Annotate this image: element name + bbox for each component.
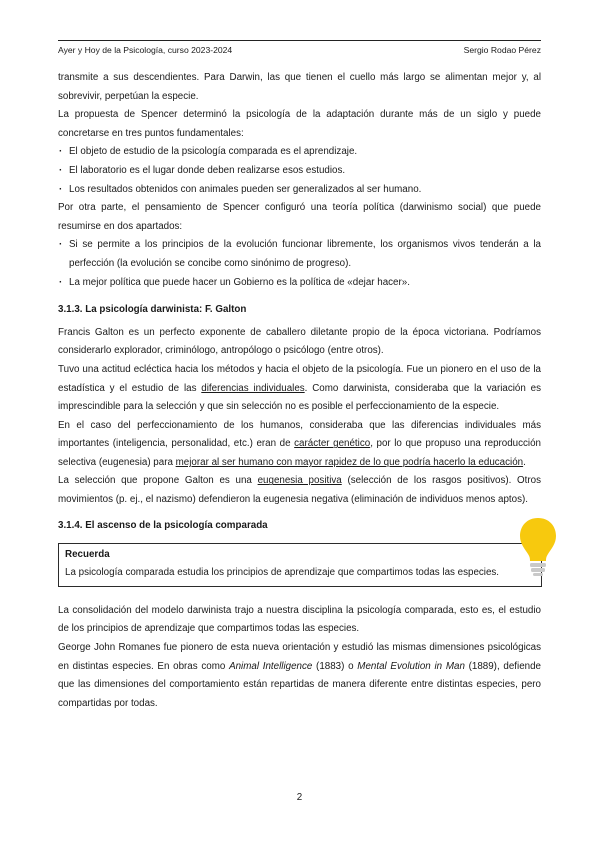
page-body <box>58 69 541 713</box>
bulb-base <box>530 563 546 567</box>
paragraph <box>58 361 541 417</box>
paragraph: Por otra parte, el pensamiento de Spencer configuró una teoría política (darwinismo social) que puede resumirse en dos apartados: <box>58 202 541 232</box>
book-title: Mental Evolution in Man <box>357 660 465 672</box>
text-run: , por lo que propuso una reproducción selectiva (eugenesia) para <box>58 438 542 468</box>
text-run: George John Romanes fue pionero de esta nueva orientación y estudió las mismas dimensiones psicológicas en distintas especies. En obras como <box>58 642 541 672</box>
bulb-base <box>531 568 545 572</box>
text-run: Tuvo una actitud ecléctica hacia los métodos y hacia el objeto de la psicología. Fue un pionero en el uso de la estadística y el estudio de las <box>58 363 541 394</box>
section-heading-comparada: 3.1.4. El ascenso de la psicología comparada <box>58 519 268 531</box>
paragraph: transmite a sus descendientes. Para Darwin, las que tienen el cuello más largo se alimentan mejor y, al sobrevivir, perpetúan la especie. <box>58 72 541 102</box>
header-author: Sergio Rodao Pérez <box>463 45 541 55</box>
list-item: · El laboratorio es el lugar donde deben realizarse esos estudios. <box>58 162 541 181</box>
page-number: 2 <box>296 792 303 803</box>
header-course: Ayer y Hoy de la Psicología, curso 2023-2024 <box>58 45 233 55</box>
underlined-term: eugenesia positiva <box>257 475 342 487</box>
paragraph <box>58 417 541 473</box>
text-run: . Como darwinista, consideraba que la variación es imprescindible para la selección y que sin selección no es posible el perfeccionamiento de la especie. <box>58 382 541 413</box>
text-run: (selección de los rasgos positivos). Otros movimientos (p. ej., el nazismo) defendieron la eugenesia negativa (eliminación de individuos menos aptos). <box>58 475 542 506</box>
text-run: . <box>523 456 526 468</box>
header-rule <box>58 40 541 41</box>
underlined-term: carácter genético <box>294 438 371 450</box>
list-item: · La mejor política que puede hacer un Gobierno es la política de «dejar hacer». <box>58 274 541 293</box>
list-item: · Si se permite a los principios de la evolución funcionar libremente, los organismos vivos tenderán a la perfección (la evolución se concibe como sinónimo de progreso). <box>58 236 541 273</box>
bullet-list <box>58 143 541 199</box>
bulb-glass <box>520 518 556 561</box>
lightbulb-icon <box>517 516 559 578</box>
paragraph <box>58 472 541 509</box>
paragraph: La propuesta de Spencer determinó la psicología de la adaptación durante más de un siglo y puede concretarse en tres puntos fundamentales: <box>58 109 541 139</box>
text-run: La selección que propone Galton es una <box>58 475 258 487</box>
paragraph <box>58 639 541 713</box>
book-title: Animal Intelligence <box>229 660 313 672</box>
callout-text: La psicología comparada estudia los principios de aprendizaje que compartimos todas las especies. <box>65 567 500 579</box>
list-item: · Los resultados obtenidos con animales pueden ser generalizados al ser humano. <box>58 181 541 200</box>
recuerda-callout <box>58 543 542 587</box>
section-heading-galton: 3.1.3. La psicología darwinista: F. Galton <box>58 304 247 316</box>
underlined-term: diferencias individuales <box>201 382 305 394</box>
list-item: · El objeto de estudio de la psicología comparada es el aprendizaje. <box>58 143 541 162</box>
text-run: (1889), defiende que las dimensiones del comportamiento están repartidas de manera diferente entre distintas especies, pero compartidas por todas. <box>58 660 541 709</box>
callout-title: Recuerda <box>65 549 110 561</box>
bulb-base <box>533 573 543 576</box>
underlined-term: mejorar al ser humano con mayor rapidez de lo que podría hacerlo la educación <box>175 456 524 468</box>
bullet-list <box>58 236 541 292</box>
paragraph: Francis Galton es un perfecto exponente de caballero diletante propio de la época victoriana. Podríamos considerarlo explorador, criminólogo, antropólogo o psicólogo (entre otros). <box>58 326 541 357</box>
text-run: (1883) o <box>312 660 358 672</box>
text-run: En el caso del perfeccionamiento de los humanos, consideraba que las diferencias individuales más importantes (inteligencia, personalidad, etc.) eran de <box>58 419 541 450</box>
paragraph: La consolidación del modelo darwinista trajo a nuestra disciplina la psicología comparada, esto es, el estudio de los principios de aprendizaje que compartimos todas las especies. <box>58 604 541 635</box>
